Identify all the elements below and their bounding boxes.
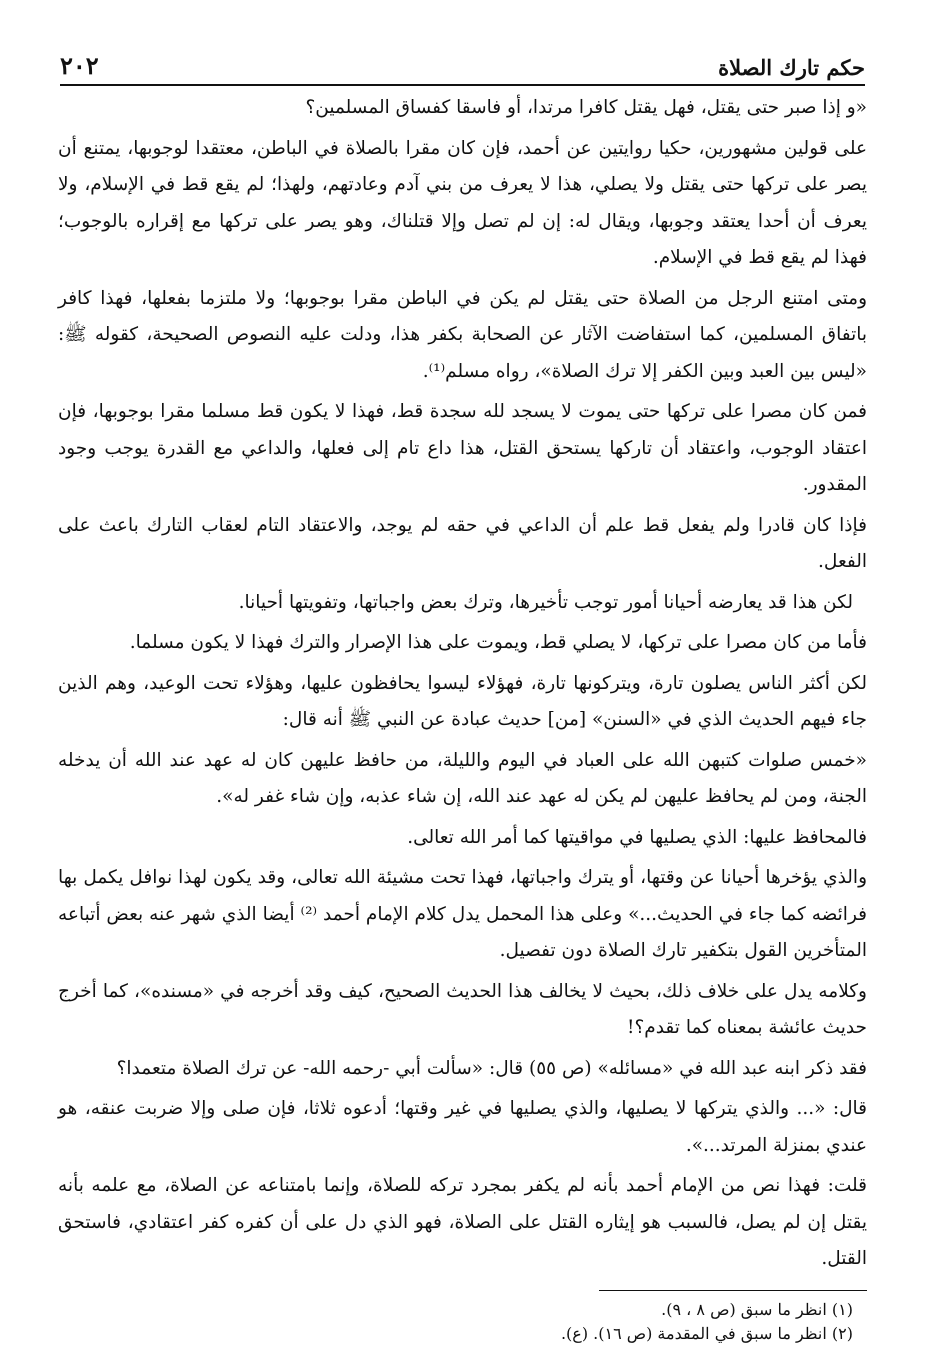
paragraph: قلت: فهذا نص من الإمام أحمد بأنه لم يكفر بمجرد تركه للصلاة، وإنما بامتناعه عن الصلاة، مع علمه بأنه يقتل إن لم يصل، فالسبب هو إيثاره القتل على الصلاة، فهو الذي دل على أن كفره كفر اعتقادي، فاستحق القتل. — [58, 1175, 867, 1269]
page-header — [60, 38, 865, 86]
paragraph: فالمحافظ عليها: الذي يصليها في مواقيتها كما أمر الله تعالى. — [407, 826, 867, 848]
footnote-divider — [599, 1290, 867, 1291]
paragraph: والذي يؤخرها أحيانا عن وقتها، أو يترك واجباتها، فهذا تحت مشيئة الله تعالى، وقد يكون لهذا نوافل يكمل بها فرائضه كما جاء في الحديث...» وعلى هذا المحمل يدل كلام الإمام أحمد ⁽²⁾ أيضا الذي شهر عنه بعض أتباعه المتأخرين القول بتكفير تارك الصلاة دون تفصيل. — [58, 867, 868, 961]
paragraph: على قولين مشهورين، حكيا روايتين عن أحمد، فإن كان مقرا بالصلاة في الباطن، معتقدا لوجوبها، يمتنع أن يصر على تركها حتى يقتل ولا يصلي، هذا لا يعرف من بني آدم وعادتهم، ولهذا؛ لم يقع قط في الإسلام، ولا يعرف أن أحدا يعتقد وجوبها، ويقال له: إن لم تصل وإلا قتلناك، وهو يصر على تركها مع إقراره بالوجوب؛ فهذا لم يقع قط في الإسلام. — [58, 137, 867, 268]
paragraph: فأما من كان مصرا على تركها، لا يصلي قط، ويموت على هذا الإصرار والترك فهذا لا يكون مسلما. — [129, 632, 867, 653]
hadith-quote: «خمس صلوات كتبهن الله على العباد في اليوم والليلة، من حافظ عليهن كان له عهد عند الله أن يدخله الجنة، ومن لم يحافظ عليهن لم يكن له عهد عند الله، إن شاء عذبه، وإن شاء غفر له». — [58, 749, 867, 807]
page-number: ٢٠٢ — [60, 51, 99, 80]
paragraph: لكن أكثر الناس يصلون تارة، ويتركونها تارة، فهؤلاء ليسوا يحافظون عليها، وهؤلاء تحت الوعيد، وهم الذين جاء فيهم الحديث الذي في «السنن» [من] حديث عبادة عن النبي ﷺ أنه قال: — [58, 672, 867, 730]
paragraph: وكلامه يدل على خلاف ذلك، بحيث لا يخالف هذا الحديث الصحيح، كيف وقد أخرجه في «مسنده»، كما أخرج حديث عائشة بمعناه كما تقدم؟! — [58, 980, 867, 1038]
running-title: حكم تارك الصلاة — [718, 55, 865, 80]
footnote-2: (٢) انظر ما سبق في المقدمة (ص ١٦). (ع). — [560, 1324, 853, 1343]
paragraph: فمن كان مصرا على تركها حتى يموت لا يسجد لله سجدة قط، فهذا لا يكون قط مسلما مقرا بوجوبها، فإن اعتقاد الوجوب، واعتقاد أن تاركها يستحق القتل، هذا داع تام إلى فعلها، والداعي مع القدرة يوجب وجود المقدور. — [58, 401, 867, 495]
paragraph: ومتى امتنع الرجل من الصلاة حتى يقتل لم يكن في الباطن مقرا بوجوبها؛ ولا ملتزما بفعلها، فهذا كافر باتفاق المسلمين، كما استفاضت الآثار عن الصحابة بكفر هذا، ودلت عليه النصوص الصحيحة، كقوله ﷺ: «ليس بين العبد وبين الكفر إلا ترك الصلاة»، رواه مسلم⁽¹⁾. — [58, 287, 867, 382]
paragraph: لكن هذا قد يعارضه أحيانا أمور توجب تأخيرها، وترك بعض واجباتها، وتفويتها أحيانا. — [238, 591, 853, 613]
paragraph: «و إذا صبر حتى يقتل، فهل يقتل كافرا مرتدا، أو فاسقا كفساق المسلمين؟ — [305, 97, 867, 118]
paragraph: قال: «... والذي يتركها لا يصليها، والذي يصليها في غير وقتها؛ أدعوه ثلاثا، فإن صلى وإلا ضربت عنقه، هو عندي بمنزلة المرتد...». — [58, 1098, 867, 1156]
footnote-1: (١) انظر ما سبق (ص ٨ ، ٩). — [661, 1300, 853, 1319]
paragraph: فإذا كان قادرا ولم يفعل قط علم أن الداعي في حقه لم يوجد، والاعتقاد التام لعقاب التارك باعث على الفعل. — [58, 514, 867, 572]
footnotes — [300, 1298, 853, 1346]
paragraph: فقد ذكر ابنه عبد الله في «مسائله» (ص ٥٥) قال: «سألت أبي -رحمه الله- عن ترك الصلاة متعمدا؟ — [116, 1057, 867, 1079]
page-body — [58, 90, 867, 1282]
